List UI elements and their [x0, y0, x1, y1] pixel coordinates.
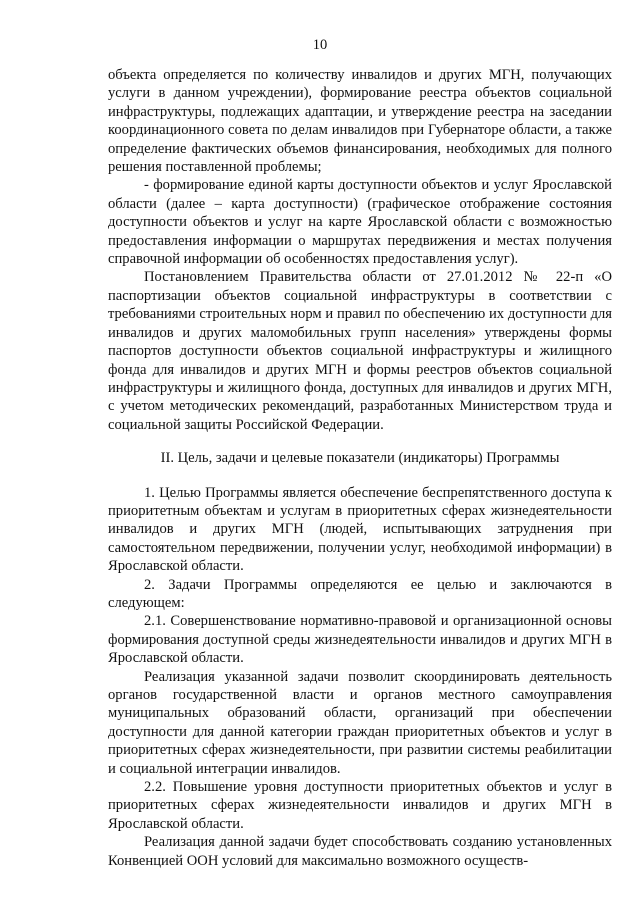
- paragraph-task-2-1: 2.1. Совершенствование нормативно-правовой и организационной основы формирования доступной среды жизнедеятельности инвалидов и других МГН в Ярославской области.: [108, 613, 612, 667]
- paragraph-continuation: объекта определяется по количеству инвалидов и других МГН, получающих услуги в данном учреждении), формирование реестра объектов социальной инфраструктуры, подлежащих адаптации, и утверждение реестра на заседании координационного совета по делам инвалидов при Губернаторе области, а также определение фактических объемов финансирования, необходимых для полного решения поставленной проблемы;: [108, 67, 612, 176]
- paragraph-map-item: - формирование единой карты доступности объектов и услуг Ярославской области (далее – карта доступности) (графическое отображение состояния доступности объектов и услуг на карте Ярославской области с возможностью предоставления информации о маршрутах передвижения и местах получения справочной информации об особенностях предоставления услуг).: [108, 177, 612, 268]
- paragraph-goal: 1. Целью Программы является обеспечение беспрепятственного доступа к приоритетным объектам и услугам в приоритетных сферах жизнедеятельности инвалидов и других МГН (людей, испытывающих затруднения при самостоятельном передвижении, получении услуг, необходимой информации) в Ярославской области.: [108, 484, 612, 575]
- document-body: [108, 66, 612, 870]
- page-number: 10: [312, 37, 328, 53]
- section-heading: II. Цель, задачи и целевые показатели (индикаторы) Программы: [160, 450, 560, 467]
- paragraph-resolution: Постановлением Правительства области от 27.01.2012 № 22-п «О паспортизации объектов социальной инфраструктуры в соответствии с требованиями строительных норм и правил по обеспечению их доступности для инвалидов и других маломобильных групп населения» утверждены формы паспортов доступности объектов социальной инфраструктуры и жилищного фонда для инвалидов и других МГН и формы реестров объектов социальной инфраструктуры и жилищного фонда, доступных для инвалидов и других МГН, с учетом методических рекомендаций, разработанных Министерством труда и социальной защиты Российской Федерации.: [108, 269, 612, 433]
- paragraph-task-2-2: 2.2. Повышение уровня доступности приоритетных объектов и услуг в приоритетных сферах жизнедеятельности инвалидов и других МГН в Ярославской области.: [108, 779, 612, 832]
- paragraph-task-2-2-implementation: Реализация данной задачи будет способствовать созданию установленных Конвенцией ООН условий для максимально возможного осуществ-: [108, 834, 612, 869]
- paragraph-tasks: 2. Задачи Программы определяются ее целью и заключаются в следующем:: [108, 576, 612, 611]
- paragraph-task-2-1-implementation: Реализация указанной задачи позволит скоординировать деятельность органов государственной власти и органов местного самоуправления муниципальных образований области, организаций при обеспечении доступности для данной категории граждан приоритетных объектов и услуг в приоритетных сферах жизнедеятельности, при развитии системы реабилитации и социальной интеграции инвалидов.: [108, 668, 612, 777]
